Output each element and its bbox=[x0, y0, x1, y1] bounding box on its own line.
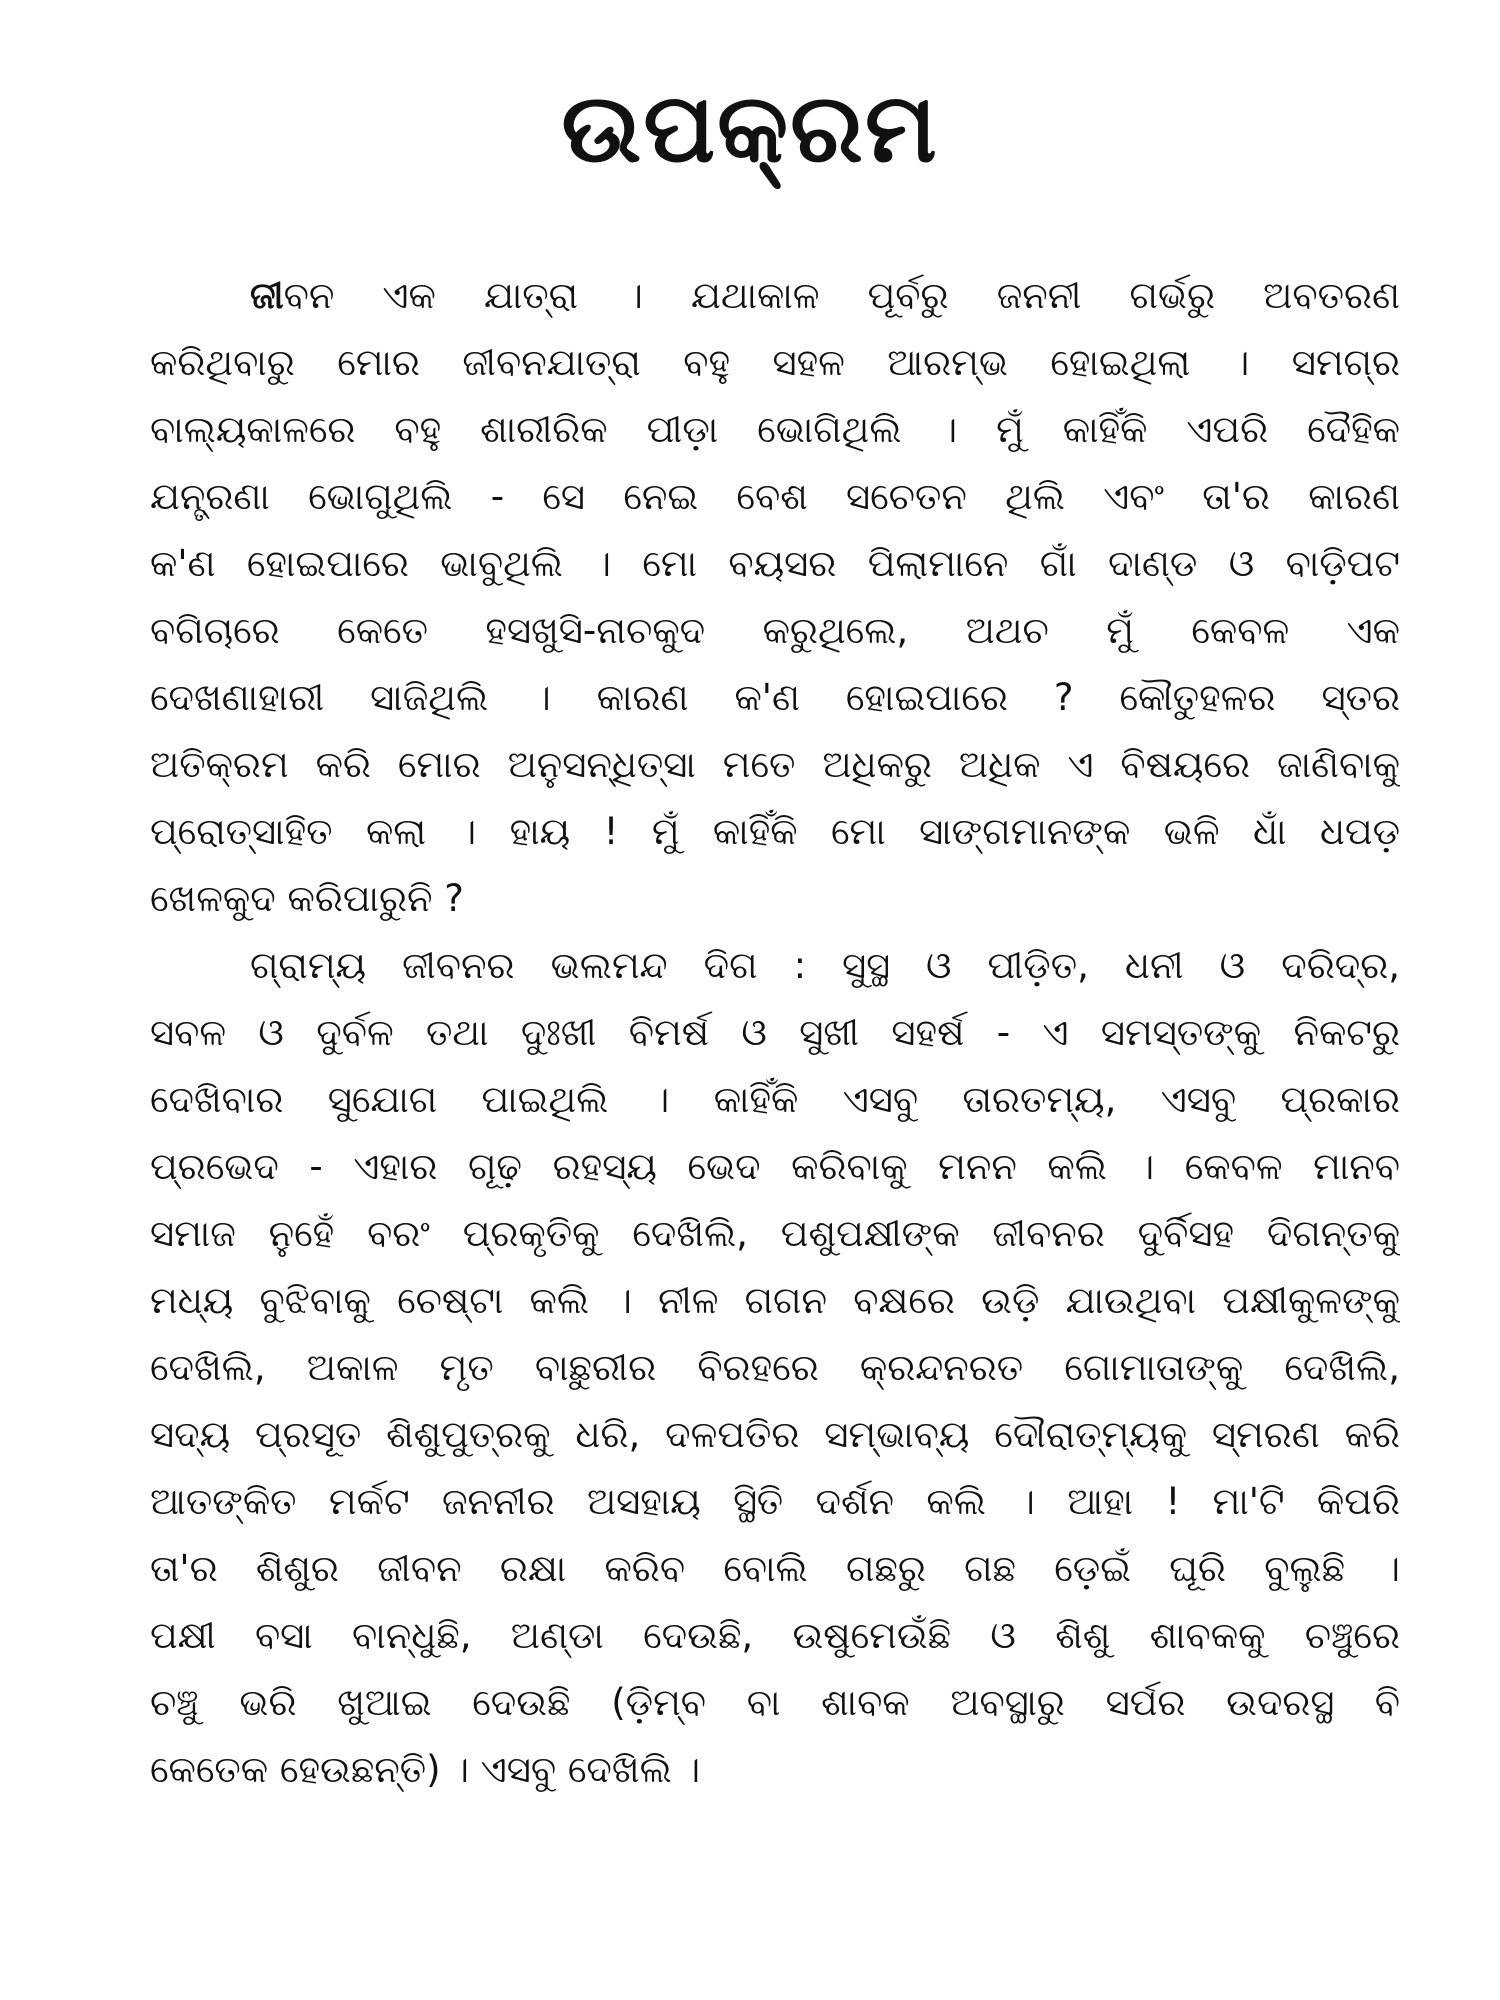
text-line: ପକ୍ଷୀ ବସା ବାନ୍ଧୁଛି, ଅଣ୍ଡା ଦେଉଛି, ଉଷୁମେଉଁଛି ଓ ଶିଶୁ ଶାବକକୁ ଚଞ୍ଚୁରେ bbox=[150, 1614, 1400, 1657]
text-line: ବାଲ୍ୟକାଳରେ ବହୁ ଶାରୀରିକ ପୀଡ଼ା ଭୋଗିଥିଲି । ମୁଁ କାହିଁକି ଏପରି ଦୈହିକ bbox=[150, 408, 1400, 451]
text-line: ଯନ୍ତ୍ରଣା ଭୋଗୁଥିଲି - ସେ ନେଇ ବେଶ ସଚେତନ ଥିଲି ଏବଂ ତା'ର କାରଣ bbox=[150, 475, 1400, 518]
text-line: ଗ୍ରାମ୍ୟ ଜୀବନର ଭଲମନ୍ଦ ଦିଗ : ସୁସ୍ଥ ଓ ପୀଡ଼ିତ, ଧନୀ ଓ ଦରିଦ୍ର, bbox=[250, 944, 1400, 987]
text-line: ଦେଖିଲି, ଅକାଳ ମୃତ ବାଛୁରୀର ବିରହରେ କ୍ରନ୍ଦନରତ ଗୋମାତାଙ୍କୁ ଦେଖିଲି, bbox=[150, 1346, 1400, 1389]
text-line: ତା'ର ଶିଶୁର ଜୀବନ ରକ୍ଷା କରିବ ବୋଲି ଗଛରୁ ଗଛ ଡ଼େଇଁ ଘୂରି ବୁଲୁଛି । bbox=[150, 1547, 1400, 1590]
text-line: ବଗିଚାରେ କେତେ ହସଖୁସି-ନାଚକୁଦ କରୁଥିଲେ, ଅଥଚ ମୁଁ କେବଳ ଏକ bbox=[150, 609, 1400, 652]
text-line: ଦେଖଣାହାରୀ ସାଜିଥିଲି । କାରଣ କ'ଣ ହୋଇପାରେ ? କୌତୁହଳର ସ୍ତର bbox=[150, 676, 1400, 719]
text-line: କେତେକ ହେଉଛନ୍ତି) । ଏସବୁ ଦେଖିଲି । bbox=[150, 1748, 701, 1791]
page-title: ଉପକ୍ରମ bbox=[561, 72, 939, 184]
text-line: ପ୍ରୋତ୍ସାହିତ କଲା । ହାୟ ! ମୁଁ କାହିଁକି ମୋ ସାଙ୍ଗମାନଙ୍କ ଭଳି ଧାଁ ଧପଡ଼ bbox=[150, 810, 1400, 853]
text-line: ମଧ୍ୟ ବୁଝିବାକୁ ଚେଷ୍ଟା କଲି । ନୀଳ ଗଗନ ବକ୍ଷରେ ଉଡ଼ି ଯାଉଥିବା ପକ୍ଷୀକୁଳଙ୍କୁ bbox=[150, 1279, 1400, 1322]
text-line: କ'ଣ ହୋଇପାରେ ଭାବୁଥିଲି । ମୋ ବୟସର ପିଲାମାନେ ଗାଁ ଦାଣ୍ଡ ଓ ବାଡ଼ିପଟ bbox=[150, 542, 1400, 585]
text-line: ସବଳ ଓ ଦୁର୍ବଳ ତଥା ଦୁଃଖୀ ବିମର୍ଷ ଓ ସୁଖୀ ସହର୍ଷ - ଏ ସମସ୍ତଙ୍କୁ ନିକଟରୁ bbox=[150, 1011, 1400, 1054]
text-line: ଅତିକ୍ରମ କରି ମୋର ଅନୁସନ୍ଧିତ୍ସା ମତେ ଅଧିକରୁ ଅଧିକ ଏ ବିଷୟରେ ଜାଣିବାକୁ bbox=[150, 743, 1400, 786]
text-line: ସମାଜ ନୁହେଁ ବରଂ ପ୍ରକୃତିକୁ ଦେଖିଲି, ପଶୁପକ୍ଷୀଙ୍କ ଜୀବନର ଦୁର୍ବିସହ ଦିଗନ୍ତକୁ bbox=[150, 1212, 1400, 1255]
body-text bbox=[150, 262, 1400, 1803]
text-line: ଖେଳକୁଦ କରିପାରୁନି ? bbox=[150, 877, 464, 920]
text-line: କରିଥିବାରୁ ମୋର ଜୀବନଯାତ୍ରା ବହୁ ସହଳ ଆରମ୍ଭ ହୋଇଥିଲା । ସମଗ୍ର bbox=[150, 341, 1400, 384]
text-line: ଜୀବନ ଏକ ଯାତ୍ରା । ଯଥାକାଳ ପୂର୍ବରୁ ଜନନୀ ଗର୍ଭରୁ ଅବତରଣ bbox=[250, 274, 1400, 317]
text-line: ଆତଙ୍କିତ ମର୍କଟ ଜନନୀର ଅସହାୟ ସ୍ଥିତି ଦର୍ଶନ କଲି । ଆହା ! ମା'ଟି କିପରି bbox=[150, 1480, 1400, 1523]
text-line: ଦେଖିବାର ସୁଯୋଗ ପାଇଥିଲି । କାହିଁକି ଏସବୁ ତାରତମ୍ୟ, ଏସବୁ ପ୍ରକାର bbox=[150, 1078, 1400, 1121]
drop-lead: ଜୀ bbox=[250, 274, 284, 317]
text-line: ପ୍ରଭେଦ - ଏହାର ଗୂଢ଼ ରହସ୍ୟ ଭେଦ କରିବାକୁ ମନନ କଲି । କେବଳ ମାନବ bbox=[150, 1145, 1400, 1188]
text-line: ଚଞ୍ଚୁ ଭରି ଖୁଆଇ ଦେଉଛି (ଡ଼ିମ୍ବ ବା ଶାବକ ଅବସ୍ଥାରୁ ସର୍ପର ଉଦରସ୍ଥ ବି bbox=[150, 1681, 1400, 1724]
text-line: ସଦ୍ୟ ପ୍ରସୂତ ଶିଶୁପୁତ୍ରକୁ ଧରି, ଦଳପତିର ସମ୍ଭାବ୍ୟ ଦୌରାତ୍ମ୍ୟକୁ ସ୍ମରଣ କରି bbox=[150, 1413, 1400, 1456]
